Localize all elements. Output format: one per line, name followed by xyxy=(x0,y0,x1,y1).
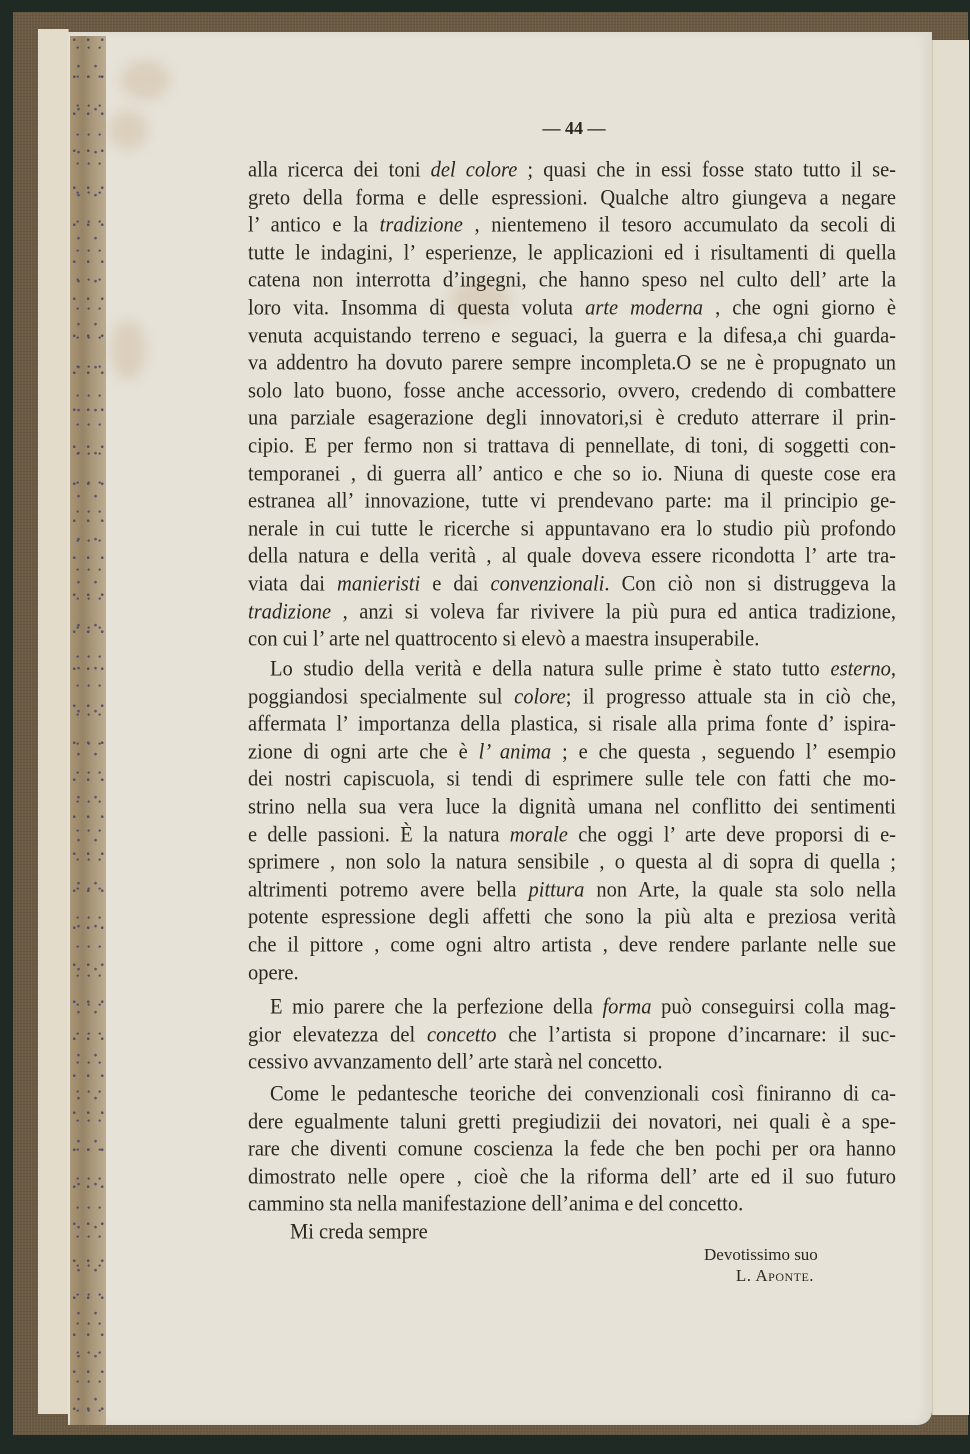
signature-name: L. Aponte. xyxy=(735,1266,815,1285)
italic-term: manieristi xyxy=(337,572,421,596)
text-line xyxy=(248,211,896,240)
text-run: dimostrato nelle opere , cioè che la riforma dell’ arte ed il suo futuro xyxy=(248,1164,896,1189)
text-run: e delle passioni. È la natura xyxy=(248,822,510,847)
text-run: opere. xyxy=(248,960,299,985)
text-line xyxy=(248,931,896,960)
text-run: poggiandosi specialmente sul xyxy=(248,684,515,709)
text-run: cessivo avvanzamento dell’ arte starà nel concetto. xyxy=(248,1050,663,1075)
adjacent-page-edge xyxy=(932,40,969,1415)
page-gutter-binding xyxy=(70,36,106,1425)
text-run: sprimere , non solo la natura sensibile , o questa al di sopra di quella ; xyxy=(248,850,896,875)
text-line xyxy=(248,598,896,627)
text-run: che oggi l’ arte deve proporsi di e- xyxy=(567,822,897,847)
text-line xyxy=(248,377,896,406)
text-run: , nientemeno il tesoro accumulato da secoli di xyxy=(462,213,896,238)
text-run: , che ogni giorno è xyxy=(703,296,896,320)
text-line xyxy=(248,765,896,794)
italic-term: pittura xyxy=(528,877,585,902)
text-run: cammino sta nella manifestazione dell’anima e del concetto. xyxy=(248,1192,744,1217)
text-line xyxy=(248,821,896,850)
text-run: alla ricerca dei toni xyxy=(248,158,431,182)
text-line xyxy=(248,156,896,185)
italic-term: concetto xyxy=(427,1022,497,1047)
text-line xyxy=(248,487,896,516)
text-line xyxy=(248,570,896,599)
text-line xyxy=(248,710,896,739)
text-line xyxy=(248,683,896,712)
italic-term: del colore xyxy=(430,158,518,182)
italic-term: forma xyxy=(602,995,652,1019)
text-run: altrimenti potremo avere bella xyxy=(248,877,529,902)
text-run: una parziale esagerazione degli innovatori,si è creduto atterrare il prin- xyxy=(248,406,896,431)
text-line xyxy=(248,1021,896,1050)
text-run: affermata l’ importanza della plastica, si risale alla prima fonte d’ ispira- xyxy=(248,712,896,737)
text-line xyxy=(270,1080,896,1109)
text-line xyxy=(248,625,896,654)
text-line xyxy=(248,1108,896,1137)
text-line xyxy=(248,349,896,378)
text-run: Lo studio della verità e della natura sulle prime è stato tutto xyxy=(270,657,831,681)
text-line xyxy=(248,876,896,905)
text-run: , anzi si voleva far rivivere la più pura ed antica tradizione, xyxy=(331,599,896,624)
text-line xyxy=(248,432,896,461)
text-line xyxy=(248,239,896,268)
text-run: l’ antico e la xyxy=(248,213,380,238)
text-run: rare che diventi comune coscienza la fede che ben pochi per ora hanno xyxy=(248,1137,896,1162)
italic-term: esterno xyxy=(830,657,891,681)
text-line xyxy=(248,1190,896,1219)
closing-line: Mi creda sempre xyxy=(290,1220,428,1244)
text-run: può conseguirsi colla mag- xyxy=(651,995,896,1019)
text-line xyxy=(248,903,896,932)
text-line xyxy=(248,266,896,295)
text-run: con cui l’ arte nel quattrocento si elevò a maestra insuperabile. xyxy=(248,627,760,652)
foxing-stain xyxy=(108,110,148,150)
text-run: potente espressione degli affetti che sono la più alta e preziosa verità xyxy=(248,905,896,930)
text-line xyxy=(248,515,896,544)
text-line xyxy=(248,1048,896,1077)
signature-salutation: Devotissimo suo xyxy=(704,1245,818,1264)
foxing-stain xyxy=(120,60,170,100)
text-run: solo lato buono, fosse anche accessorio, ovvero, credendo di combattere xyxy=(248,378,896,403)
text-run: catena non interrotta d’ingegni, che hanno speso nel culto dell’ arte la xyxy=(248,268,896,293)
flyleaf-edge xyxy=(38,29,69,1414)
text-line xyxy=(270,655,896,684)
text-run: non Arte, la quale sta solo nella xyxy=(584,877,896,902)
text-line xyxy=(248,738,896,767)
text-line xyxy=(248,1135,896,1164)
page-number: — 44 — xyxy=(542,118,606,138)
text-run: ; il progresso attuale sta in ciò che, xyxy=(565,684,896,709)
text-line xyxy=(248,294,896,323)
text-run: tutte le indagini, l’ esperienze, le applicazioni ed i risultamenti di quella xyxy=(248,240,896,265)
text-run: venuta acquistando terreno e seguaci, la guerra e la difesa,a chi guarda- xyxy=(248,323,896,348)
text-line xyxy=(248,184,896,213)
text-run: estranea all’ innovazione, tutte vi prendevano parte: ma il principio ge- xyxy=(248,489,896,514)
text-run: temporanei , di guerra all’ antico e che so io. Niuna di queste cose era xyxy=(248,461,896,486)
text-run: va addentro ha dovuto parere sempre incompleta.O se ne è propugnato un xyxy=(248,351,896,376)
text-line xyxy=(248,793,896,822)
italic-term: morale xyxy=(509,822,568,847)
text-run: che il pittore , come ogni altro artista , deve rendere parlante nelle sue xyxy=(248,933,896,957)
text-run: nerale in cui tutte le ricerche si appuntavano era lo studio più profondo xyxy=(248,516,896,541)
text-run: della natura e della verità , al quale doveva essere ricondotta l’ arte tra- xyxy=(248,544,896,569)
italic-term: arte moderna xyxy=(585,296,704,320)
text-run: . Con ciò non si distruggeva la xyxy=(604,572,896,596)
text-run: dere egualmente taluni gretti pregiudizii dei novatori, nei quali è a spe- xyxy=(248,1109,896,1134)
text-run: zione di ogni arte che è xyxy=(248,739,479,764)
italic-term: colore xyxy=(514,684,566,709)
text-run: viata dai xyxy=(248,572,338,596)
text-line xyxy=(248,848,896,877)
italic-term: tradizione xyxy=(379,213,463,238)
text-run: ; e che questa , seguendo l’ esempio xyxy=(551,739,897,764)
italic-term: tradizione xyxy=(248,599,332,624)
foxing-stain xyxy=(110,320,146,380)
text-run: che l’artista si propone d’incarnare: il suc- xyxy=(496,1022,897,1047)
text-line xyxy=(248,959,896,988)
text-run: ; quasi che in essi fosse stato tutto il se- xyxy=(517,158,896,182)
text-line xyxy=(248,460,896,489)
text-line xyxy=(248,1163,896,1192)
text-line xyxy=(248,404,896,433)
text-line xyxy=(248,322,896,351)
text-run: greto della forma e delle espressioni. Qualche altro giungeva a negare xyxy=(248,185,896,210)
text-run: strino nella sua vera luce la dignità umana nel conflitto dei sentimenti xyxy=(248,795,896,819)
text-run: dei nostri capiscuola, si tendi di esprimere sulle tele con fatti che mo- xyxy=(248,767,896,792)
text-run: Come le pedantesche teoriche dei convenzionali così finiranno di ca- xyxy=(270,1082,896,1106)
italic-term: l’ anima xyxy=(478,739,552,764)
text-run: , xyxy=(890,657,896,681)
text-run: loro vita. Insomma di questa voluta xyxy=(248,296,586,320)
text-run: E mio parere che la perfezione della xyxy=(270,995,603,1019)
italic-term: convenzionali xyxy=(490,572,605,596)
text-line xyxy=(248,542,896,571)
text-line xyxy=(270,993,896,1022)
text-run: cipio. E per fermo non si trattava di pennellate, di toni, di soggetti con- xyxy=(248,434,896,458)
text-run: e dai xyxy=(420,572,491,596)
text-run: gior elevatezza del xyxy=(248,1022,428,1047)
